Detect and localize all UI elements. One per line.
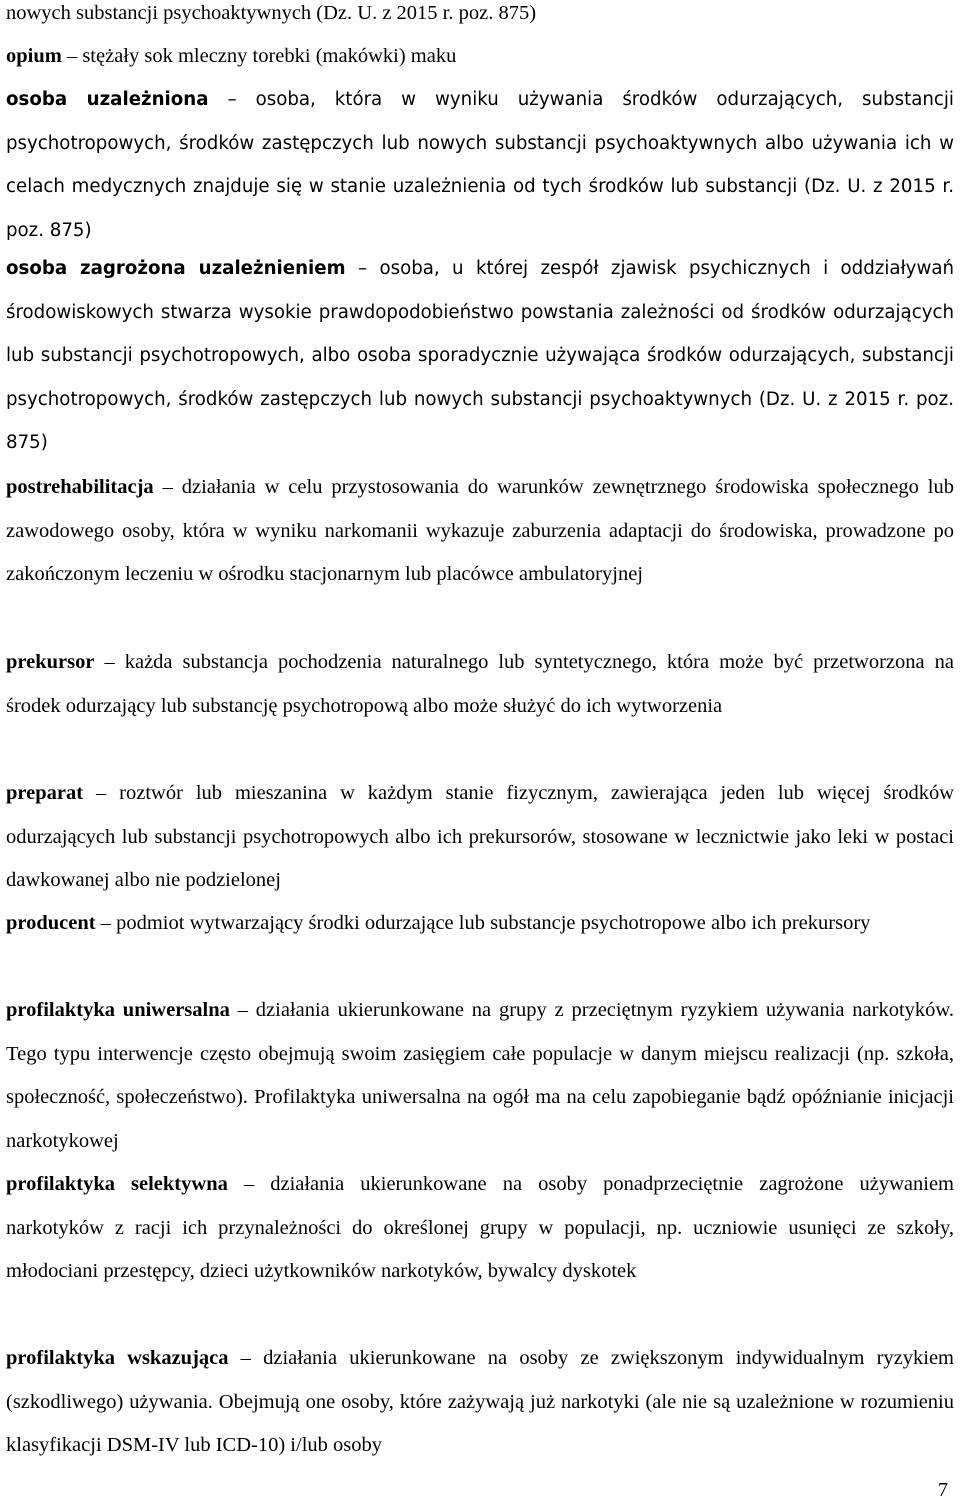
definition-opium [6, 35, 954, 79]
definition-text: – działania w celu przystosowania do warunków zewnętrznego środowiska społecznego lub zawodowego osoby, która w wyniku narkomanii wykazuje zaburzenia adaptacji do środowiska, prowadzone po zakończonym leczeniu w ośrodku stacjonarnym lub placówce ambulatoryjnej [6, 476, 954, 585]
definition-term: producent [6, 912, 96, 934]
definition-profilaktyka-selektywna [6, 1163, 954, 1294]
definition-text: – stężały sok mleczny torebki (makówki) maku [61, 45, 457, 67]
definition-term: profilaktyka wskazująca [6, 1347, 229, 1369]
definition-text: nowych substancji psychoaktywnych (Dz. U. z 2015 r. poz. 875) [6, 2, 537, 24]
definition-profilaktyka-wskazujaca [6, 1337, 954, 1468]
definition-term: profilaktyka uniwersalna [6, 999, 230, 1021]
definition-term: profilaktyka selektywna [6, 1173, 228, 1195]
definition-term: postrehabilitacja [6, 476, 154, 498]
definition-profilaktyka-uniwersalna [6, 989, 954, 1163]
definition-term: opium [6, 45, 62, 67]
definition-text: – podmiot wytwarzający środki odurzające lub substancje psychotropowe albo ich prekursory [95, 912, 871, 934]
definition-term: preparat [6, 782, 84, 804]
definition-text: – roztwór lub mieszanina w każdym stanie fizycznym, zawierająca jeden lub więcej środków odurzających lub substancji psychotropowych albo ich prekursorów, stosowane w lecznictwie jako leki w postaci dawkowanej albo nie podzielonej [6, 782, 954, 891]
definition-osoba-zagrozona [6, 247, 954, 465]
definition-postrehabilitacja [6, 466, 954, 597]
definition-osoba-uzalezniona [6, 78, 954, 252]
definition-preparat [6, 772, 954, 903]
definition-prekursor [6, 641, 954, 728]
definition-term: prekursor [6, 651, 95, 673]
definition-term: osoba uzależniona [6, 89, 209, 110]
definition-text: – osoba, u której zespół zjawisk psychicznych i oddziaływań środowiskowych stwarza wysokie prawdopodobieństwo powstania zależności od środków odurzających lub substancji psychotropowych, albo osoba sporadycznie używająca środków odurzających, substancji psychotropowych, środków zastępczych lub nowych substancji psychoaktywnych (Dz. U. z 2015 r. poz. 875) [6, 258, 954, 453]
definition-continuation [6, 0, 954, 36]
definition-term: osoba zagrożona uzależnieniem [6, 258, 346, 279]
definition-text: – osoba, która w wyniku używania środków odurzających, substancji psychotropowych, środków zastępczych lub nowych substancji psychoaktywnych albo używania ich w celach medycznych znajduje się w stanie uzależnienia od tych środków lub substancji (Dz. U. z 2015 r. poz. 875) [6, 89, 954, 241]
definition-text: – każda substancja pochodzenia naturalnego lub syntetycznego, która może być przetworzona na środek odurzający lub substancję psychotropową albo może służyć do ich wytworzenia [6, 651, 954, 717]
definition-text: – działania ukierunkowane na osoby ponadprzeciętnie zagrożone używaniem narkotyków z racji ich przynależności do określonej grupy w populacji, np. uczniowie usunięci ze szkoły, młodociani przestępcy, dzieci użytkowników narkotyków, bywalcy dyskotek [6, 1173, 954, 1282]
definition-text: – działania ukierunkowane na grupy z przeciętnym ryzykiem używania narkotyków. Tego typu interwencje często obejmują swoim zasięgiem całe populacje w danym miejscu realizacji (np. szkoła, społeczność, społeczeństwo). Profilaktyka uniwersalna na ogół ma na celu zapobieganie bądź opóźnianie inicjacji narkotykowej [6, 999, 954, 1152]
definition-text: – działania ukierunkowane na osoby ze zwiększonym indywidualnym ryzykiem (szkodliwego) używania. Obejmują one osoby, które zażywają już narkotyki (ale nie są uzależnione w rozumieniu klasyfikacji DSM-IV lub ICD-10) i/lub osoby [6, 1347, 954, 1456]
definition-producent [6, 902, 954, 946]
page-number: 7 [938, 1479, 948, 1501]
